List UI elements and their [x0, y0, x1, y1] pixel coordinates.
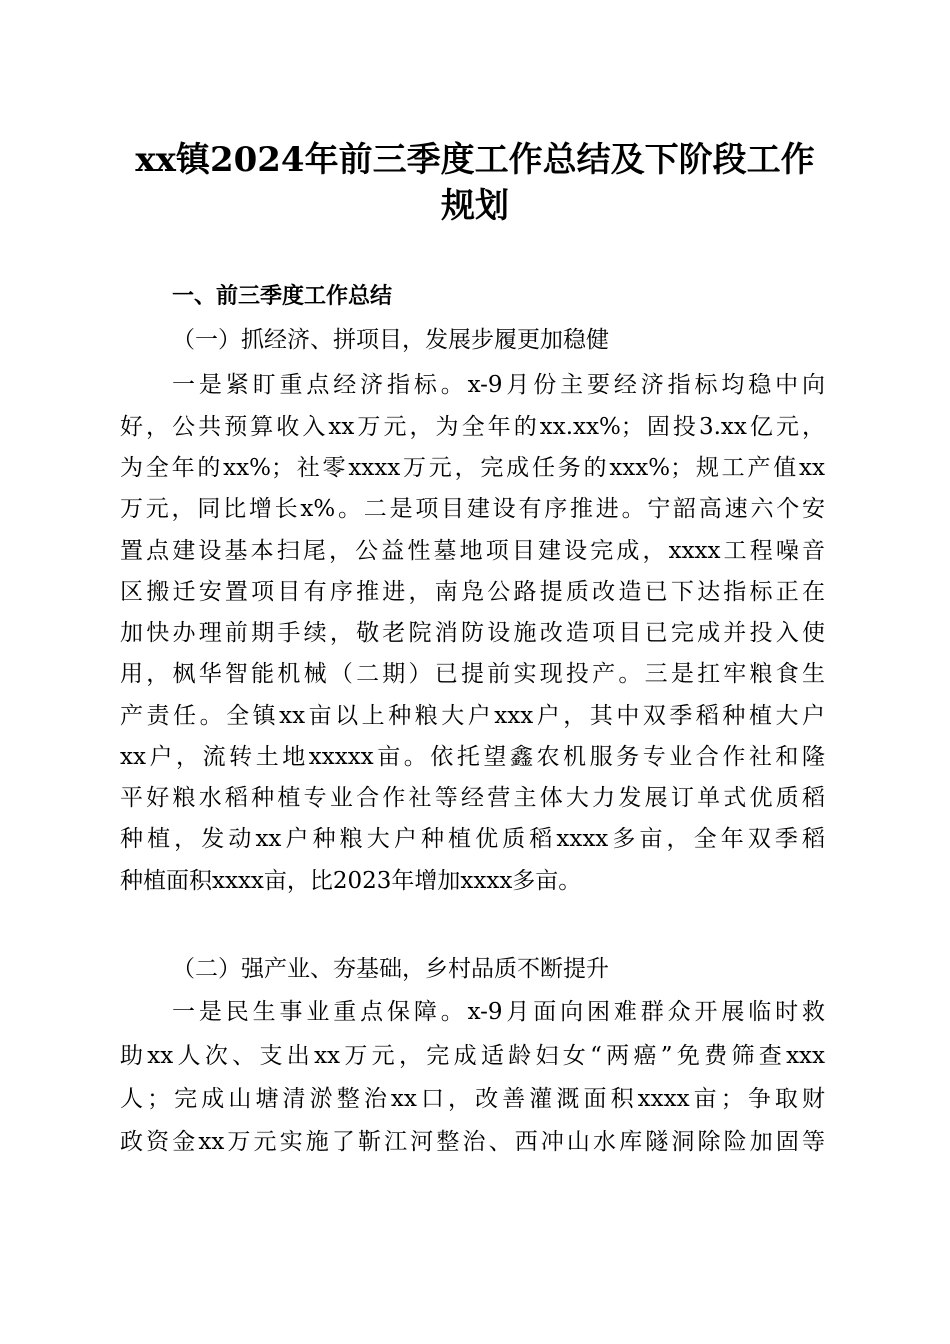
subsection-heading: （一）抓经济、拼项目，发展步履更加稳健: [172, 327, 609, 353]
paragraph-line: 用，枫华智能机械（二期）已提前实现投产。三是扛牢粮食生: [120, 661, 825, 687]
paragraph-line: 好，公共预算收入xx万元，为全年的xx.xx%；固投3.xx亿元，: [120, 414, 825, 440]
paragraph-line: 种植，发动xx户种粮大户种植优质稻xxxx多亩，全年双季稻: [120, 826, 825, 852]
subsection-heading: （二）强产业、夯基础，乡村品质不断提升: [172, 956, 609, 982]
paragraph-line: 万元，同比增长x%。二是项目建设有序推进。宁韶高速六个安: [120, 496, 825, 522]
section-heading: 一、前三季度工作总结: [172, 284, 393, 309]
paragraph-line: 助xx人次、支出xx万元，完成适龄妇女“两癌”免费筛查xxx: [120, 1043, 825, 1069]
paragraph-line: 平好粮水稻种植专业合作社等经营主体大力发展订单式优质稻: [120, 785, 825, 811]
paragraph-line: 政资金xx万元实施了靳江河整治、西冲山水库隧洞除险加固等: [120, 1129, 825, 1155]
paragraph-line: 产责任。全镇xx亩以上种粮大户xxx户，其中双季稻种植大户: [120, 703, 825, 729]
paragraph-line: 加快办理前期手续，敬老院消防设施改造项目已完成并投入使: [120, 620, 825, 646]
document-title-line-2: 规划: [441, 186, 509, 226]
paragraph-line: 种植面积xxxx亩，比2023年增加xxxx多亩。: [120, 868, 582, 894]
paragraph-line: 一是紧盯重点经济指标。x-9月份主要经济指标均稳中向: [172, 372, 825, 398]
paragraph-line: 为全年的xx%；社零xxxx万元，完成任务的xxx%；规工产值xx: [120, 455, 825, 481]
paragraph-line: xx户，流转土地xxxxx亩。依托望鑫农机服务专业合作社和隆: [120, 744, 825, 770]
paragraph-line: 一是民生事业重点保障。x-9月面向困难群众开展临时救: [172, 999, 825, 1025]
document-title-line-1: xx镇2024年前三季度工作总结及下阶段工作: [135, 140, 815, 180]
paragraph-line: 区搬迁安置项目有序推进，南凫公路提质改造已下达指标正在: [120, 579, 825, 605]
paragraph-line: 人；完成山塘清淤整治xx口，改善灌溉面积xxxx亩；争取财: [120, 1086, 825, 1112]
paragraph-line: 置点建设基本扫尾，公益性墓地项目建设完成，xxxx工程噪音: [120, 538, 825, 564]
